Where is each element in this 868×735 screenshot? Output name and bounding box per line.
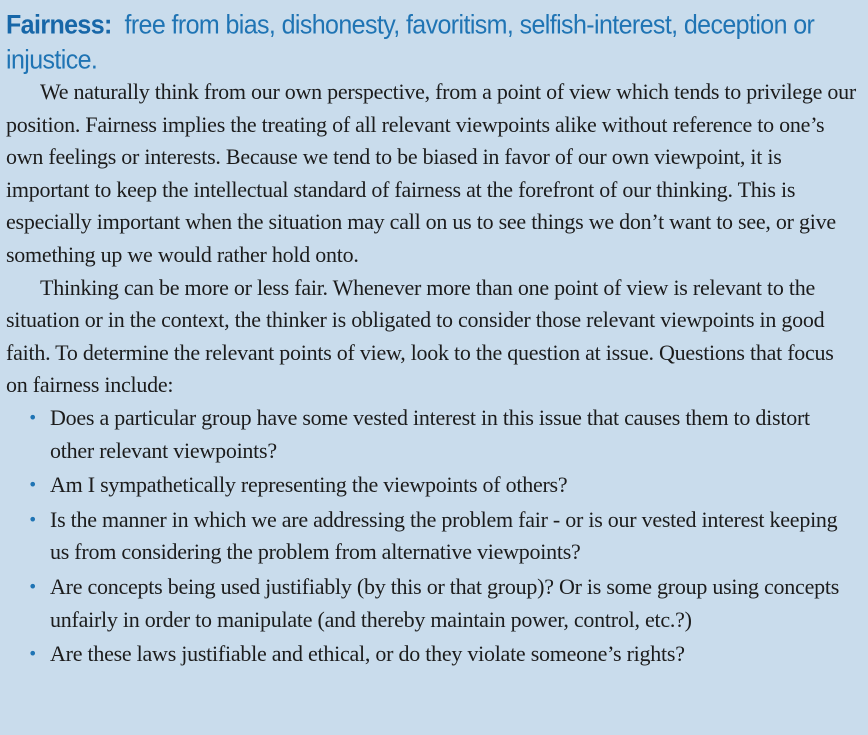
question-text: Are concepts being used justifiably (by this or that group)? Or is some group using concepts unfairly in order to manipulate (and thereby maintain power, control, etc.?) [50, 573, 840, 632]
list-item [26, 402, 858, 467]
paragraph-questions-lead: Thinking can be more or less fair. Whenever more than one point of view is relevant to the situation or in the context, the thinker is obligated to consider those relevant viewpoints in good faith. To determine the relevant points of view, look to the question at issue. Questions that focus on fairness include: [6, 274, 834, 398]
bullet-icon: • [28, 644, 38, 664]
body-text [6, 76, 858, 671]
list-item [26, 571, 858, 636]
fairness-questions-list [6, 402, 858, 671]
bullet-icon: • [28, 509, 38, 529]
list-item [26, 504, 858, 569]
question-text: Is the manner in which we are addressing the problem fair - or is our vested interest keeping us from considering the problem from alternative viewpoints? [50, 506, 838, 565]
bullet-icon: • [28, 407, 38, 427]
bullet-icon: • [28, 475, 38, 495]
term-definition: free from bias, dishonesty, favoritism, selfish-interest, deception or injustice. [6, 10, 815, 75]
term-label: Fairness: [6, 10, 112, 40]
list-item [26, 469, 858, 502]
bullet-icon: • [28, 576, 38, 596]
question-text: Am I sympathetically representing the viewpoints of others? [50, 472, 568, 498]
question-text: Does a particular group have some vested interest in this issue that causes them to distort other relevant viewpoints? [50, 404, 810, 463]
paragraph-intro: We naturally think from our own perspective, from a point of view which tends to privilege our position. Fairness implies the treating of all relevant viewpoints alike without reference to one’s own feelings or interests. Because we tend to be biased in favor of our own viewpoint, it is important to keep the intellectual standard of fairness at the forefront of our thinking. This is especially important when the situation may call on us to see things we don’t want to see, or give something up we would rather hold onto. [6, 79, 857, 267]
list-item [26, 638, 858, 671]
question-text: Are these laws justifiable and ethical, or do they violate someone’s rights? [50, 641, 685, 667]
definition-heading [6, 8, 858, 78]
